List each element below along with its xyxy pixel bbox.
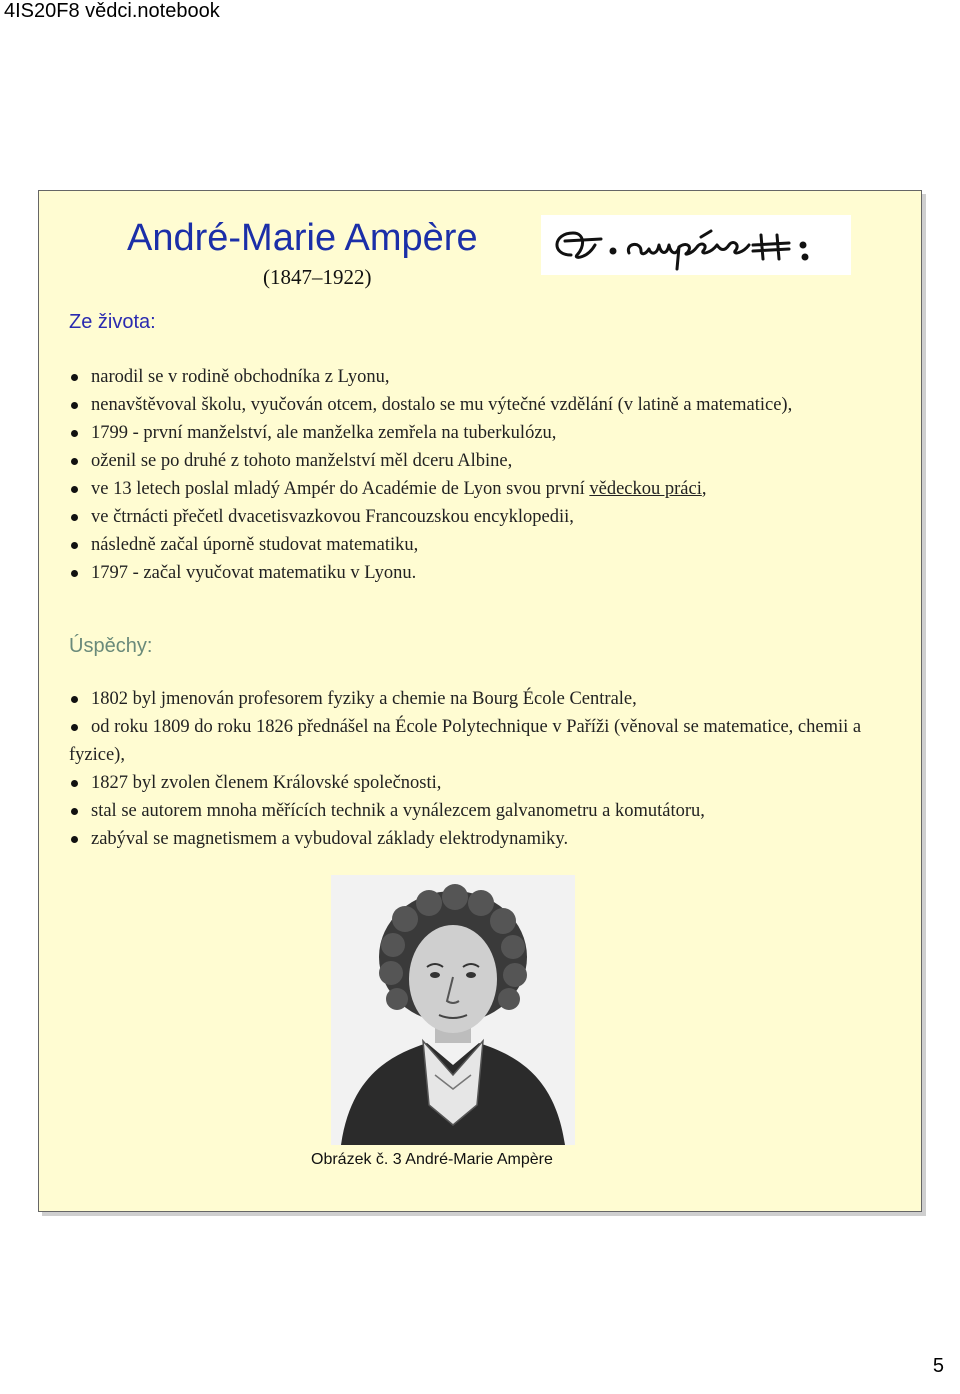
list-item: zabýval se magnetismem a vybudoval základy elektrodynamiky. [69, 825, 889, 853]
list-item: ve čtrnácti přečetl dvacetisvazkovou Francouzskou encyklopedii, [69, 503, 889, 531]
achievements-list [69, 685, 889, 853]
section-heading-achievements: Úspěchy: [69, 635, 153, 657]
notebook-slide [38, 190, 922, 1212]
list-item: od roku 1809 do roku 1826 přednášel na École Polytechnique v Paříži (věnoval se matematice, chemii a fyzice), [69, 713, 889, 769]
portrait-caption: Obrázek č. 3 André-Marie Ampère [311, 1151, 553, 1168]
page-number: 5 [932, 1355, 944, 1377]
life-dates: (1847–1922) [263, 265, 372, 289]
list-item: ve 13 letech poslal mladý Ampér do Académie de Lyon svou první vědeckou práci, [69, 475, 889, 503]
list-item: stal se autorem mnoha měřících technik a vynálezcem galvanometru a komutátoru, [69, 797, 889, 825]
slide-title: André-Marie Ampère [127, 217, 478, 259]
list-item: 1827 byl zvolen členem Královské společnosti, [69, 769, 889, 797]
life-facts-list [69, 363, 889, 587]
portrait-image [331, 875, 575, 1145]
document-title: 4IS20F8 vědci.notebook [4, 0, 220, 22]
section-heading-life: Ze života: [69, 311, 156, 333]
list-item: nenavštěvoval školu, vyučován otcem, dostalo se mu výtečné vzdělání (v latině a matematice), [69, 391, 889, 419]
list-item: oženil se po druhé z tohoto manželství měl dceru Albine, [69, 447, 889, 475]
list-item: následně začal úporně studovat matematiku, [69, 531, 889, 559]
list-item: narodil se v rodině obchodníka z Lyonu, [69, 363, 889, 391]
list-item: 1802 byl jmenován profesorem fyziky a chemie na Bourg École Centrale, [69, 685, 889, 713]
list-item: 1799 - první manželství, ale manželka zemřela na tuberkulózu, [69, 419, 889, 447]
list-item: 1797 - začal vyučovat matematiku v Lyonu. [69, 559, 889, 587]
signature-image [541, 215, 851, 275]
underlined-text: vědeckou práci [589, 479, 702, 499]
